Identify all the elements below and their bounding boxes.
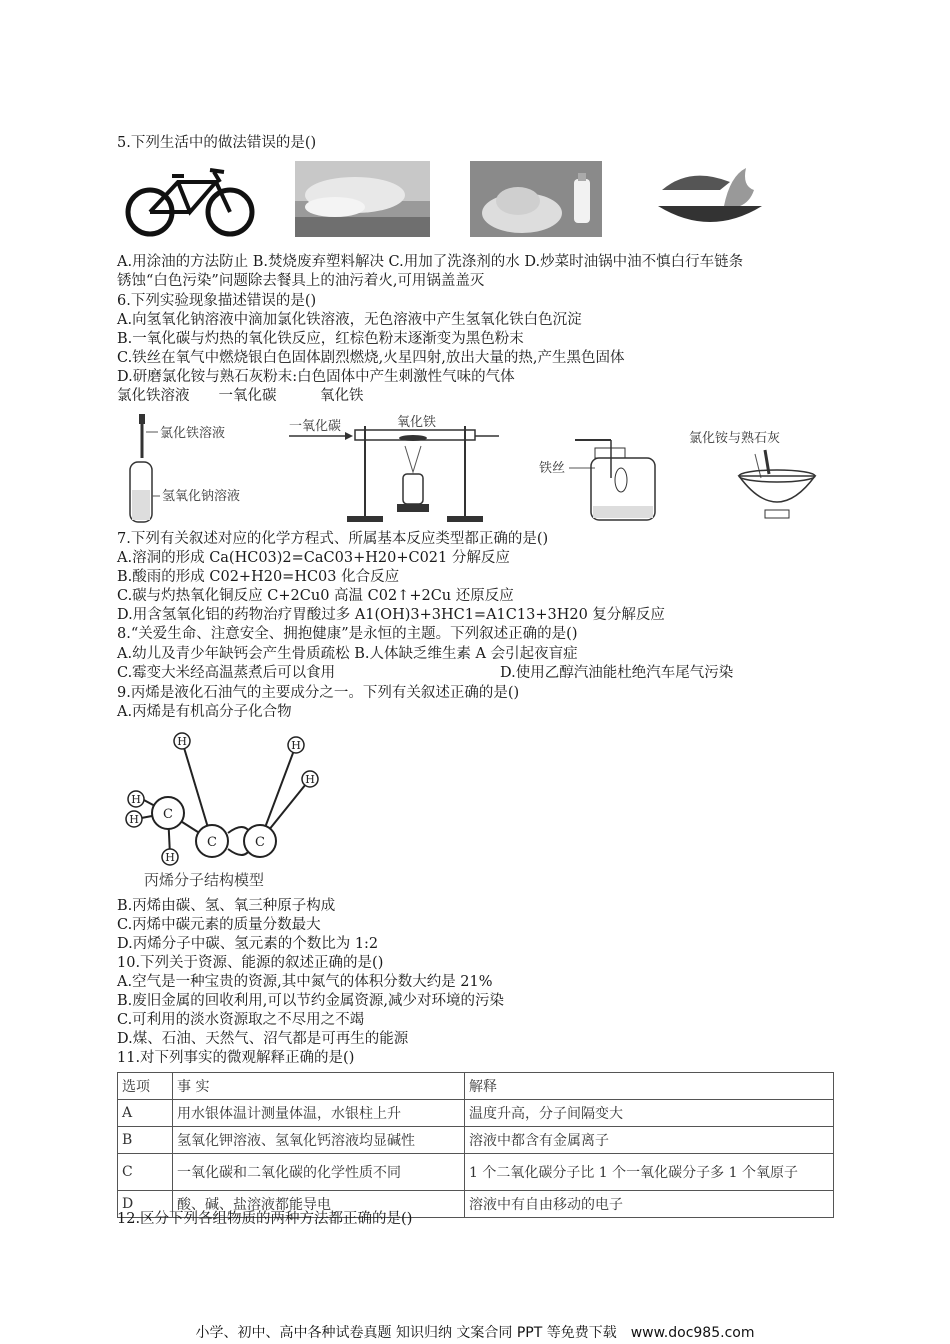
atom-c2: C (255, 835, 265, 850)
propene-model-caption: 丙烯分子结构模型 (144, 871, 265, 889)
row-c-option: C (118, 1154, 173, 1191)
wok-fire-image (650, 160, 770, 238)
header-fact: 事 实 (173, 1073, 465, 1100)
q10-option-d: D.煤、石油、天然气、沼气都是可再生的能源 (117, 1031, 409, 1047)
q10-stem: 10.下列关于资源、能源的叙述正确的是() (117, 955, 384, 971)
q9-option-b: B.丙烯由碳、氢、氧三种原子构成 (117, 898, 336, 914)
q10-option-a: A.空气是一种宝贵的资源,其中氮气的体积分数大约是 21% (117, 974, 493, 990)
q11-table (117, 1072, 834, 1218)
q6-option-b: B.一氧化碳与灼热的氧化铁反应，红棕色粉末逐渐变为黑色粉末 (117, 331, 524, 347)
row-a-fact: 用水银体温计测量体温，水银柱上升 (173, 1100, 465, 1127)
row-b-explanation: 溶液中都含有金属离子 (465, 1127, 834, 1154)
header-option: 选项 (118, 1073, 173, 1100)
row-b-option: B (118, 1127, 173, 1154)
atom-c1: C (207, 835, 217, 850)
bicycle-image (120, 160, 260, 240)
iron-wire-oxygen-figure (535, 418, 665, 523)
washing-dishes-image (470, 161, 602, 237)
co-label: 一氧化碳 (289, 419, 342, 434)
q7-stem: 7.下列有关叙述对应的化学方程式、所属基本反应类型都正确的是() (117, 531, 549, 547)
atom-h6: H (165, 851, 175, 864)
q5-stem: 5.下列生活中的做法错误的是() (117, 135, 317, 151)
q8-option-c: C.霉变大米经高温蒸煮后可以食用 (117, 665, 336, 681)
q6-option-a: A.向氢氧化钠溶液中滴加氯化铁溶液，无色溶液中产生氢氧化铁白色沉淀 (117, 312, 582, 328)
row-b-fact: 氢氧化钾溶液、氢氧化钙溶液均显碱性 (173, 1127, 465, 1154)
atom-h3: H (305, 773, 315, 786)
q8-option-ab: A.幼儿及青少年缺钙会产生骨质疏松 B.人体缺乏维生素 A 会引起夜盲症 (117, 646, 578, 662)
q7-option-c: C.碳与灼热氧化铜反应 C+2Cu0 高温 C02↑+2Cu 还原反应 (117, 588, 514, 604)
q9-option-a: A.丙烯是有机高分子化合物 (117, 704, 292, 720)
co-reduction-figure (285, 412, 505, 527)
q5-options-line2: 锈蚀“白色污染”问题除去餐具上的油污着火,可用锅盖盖灭 (117, 273, 485, 289)
atom-h4: H (131, 793, 141, 806)
mortar-pestle-figure (685, 424, 835, 524)
q5-options-line1: A.用涂油的方法防止 B.焚烧废弃塑料解决 C.用加了洗涤剂的水 D.炒菜时油锅中油不慎白行车链条 (117, 254, 744, 270)
q11-stem: 11.对下列事实的微观解释正确的是() (117, 1050, 355, 1066)
q9-option-d: D.丙烯分子中碳、氢元素的个数比为 1:2 (117, 936, 379, 952)
header-explanation: 解释 (465, 1073, 834, 1100)
q9-option-c: C.丙烯中碳元素的质量分数最大 (117, 917, 321, 933)
row-d-fact: 酸、碱、盐溶液都能导电 (173, 1191, 465, 1218)
row-c-explanation: 1 个二氧化碳分子比 1 个一氧化碳分子多 1 个氧原子 (465, 1154, 834, 1191)
fecl3-label: 氯化铁溶液 (160, 426, 226, 441)
atom-h5: H (129, 813, 139, 826)
atom-h1: H (177, 735, 187, 748)
q8-stem: 8.“关爱生命、注意安全、拥抱健康”是永恒的主题。下列叙述正确的是() (117, 626, 578, 642)
row-d-option: D (118, 1191, 173, 1218)
row-c-fact: 一氧化碳和二氧化碳的化学性质不同 (173, 1154, 465, 1191)
q10-option-b: B.废旧金属的回收利用,可以节约金属资源,减少对环境的污染 (117, 993, 504, 1009)
dropper-experiment-figure (118, 412, 268, 527)
row-d-explanation: 溶液中有自由移动的电子 (465, 1191, 834, 1218)
q8-option-d: D.使用乙醇汽油能杜绝汽车尾气污染 (500, 665, 734, 681)
atom-h2: H (291, 739, 301, 752)
page-footer: 小学、初中、高中各种试卷真题 知识归纳 文案合同 PPT 等免费下载 www.doc985.com (195, 1325, 755, 1341)
q9-stem: 9.丙烯是液化石油气的主要成分之一。下列有关叙述正确的是() (117, 685, 520, 701)
q7-option-d: D.用含氢氧化铝的药物治疗胃酸过多 A1(OH)3+3HC1=A1C13+3H20 复分解反应 (117, 607, 665, 623)
burning-plastic-image (295, 161, 430, 237)
q7-option-b: B.酸雨的形成 C02+H20=HC03 化合反应 (117, 569, 400, 585)
propene-model-figure (120, 725, 320, 890)
row-a-explanation: 温度升高，分子间隔变大 (465, 1100, 834, 1127)
q6-stem: 6.下列实验现象描述错误的是() (117, 293, 317, 309)
q6-option-d: D.研磨氯化铵与熟石灰粉末:白色固体中产生刺激性气味的气体 (117, 369, 515, 385)
q7-option-a: A.溶洞的形成 Ca(HC03)2=CaC03+H20+C021 分解反应 (117, 550, 510, 566)
atom-c3: C (163, 807, 173, 822)
iron-wire-label: 铁丝 (539, 461, 566, 476)
row-a-option: A (118, 1100, 173, 1127)
naoh-label: 氢氧化钠溶液 (162, 489, 241, 504)
table-row (118, 1154, 834, 1191)
q6-figure-label-row: 氯化铁溶液 一氧化碳 氧化铁 (117, 388, 364, 404)
nh4cl-label: 氯化铵与熟石灰 (689, 431, 781, 446)
fe2o3-label: 氧化铁 (397, 415, 437, 430)
q10-option-c: C.可利用的淡水资源取之不尽用之不竭 (117, 1012, 365, 1028)
q6-option-c: C.铁丝在氧气中燃烧银白色固体剧烈燃烧,火星四射,放出大量的热,产生黑色固体 (117, 350, 625, 366)
table-header-row (118, 1073, 834, 1100)
table-row (118, 1100, 834, 1127)
q12-stem: 12.区分下列各组物质的两种方法都正确的是() (117, 1211, 413, 1227)
table-row (118, 1127, 834, 1154)
